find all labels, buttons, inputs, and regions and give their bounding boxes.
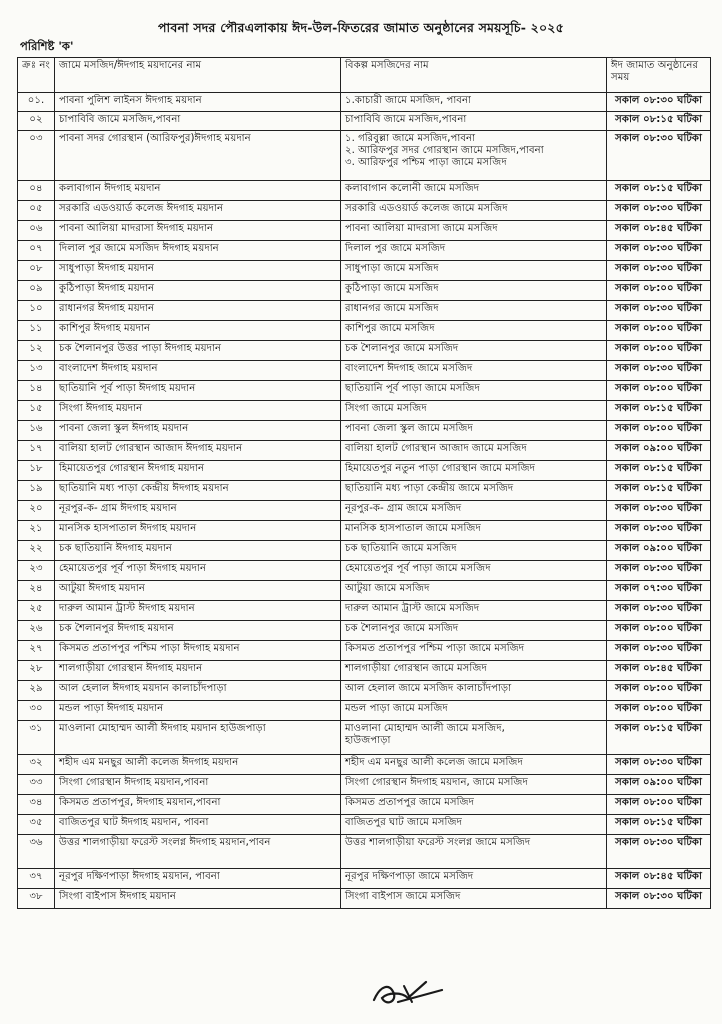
table-row [18,241,711,261]
alternate-mosque-cell [341,481,607,501]
table-row [18,421,711,441]
serial-cell: ২৭ [18,641,55,661]
alternate-mosque-line: শালগাড়ীয়া গোরস্থান জামে মসজিদ [345,663,487,674]
venue-cell: আল হেলাল ঈদগাহ ময়দান কালাচাঁদপাড়া [55,681,341,701]
table-row [18,381,711,401]
alternate-mosque-line: ১. গরিবুল্লা জামে মসজিদ,পাবনা [345,133,476,144]
time-cell: সকাল ০৮:০০ ঘটিকা [607,381,711,401]
time-cell: সকাল ০৮:৩০ ঘটিকা [607,261,711,281]
table-row [18,641,711,661]
serial-cell: ১৮ [18,461,55,481]
annex-label: পরিশিষ্ট 'ক' [20,39,74,53]
table-header-row [18,58,711,93]
header-alternate-mosque: বিকল্প মসজিদের নাম [341,58,607,93]
time-cell: সকাল ০৮:০০ ঘটিকা [607,341,711,361]
alternate-mosque-line: কিসমত প্রতাপপুর পশ্চিম পাড়া জামে মসজিদ [345,643,525,654]
table-row [18,581,711,601]
time-cell: সকাল ০৮:৪৫ ঘটিকা [607,869,711,889]
alternate-mosque-line: ২. আরিফপুর সদর গোরস্থান জামে মসজিদ,পাবনা [345,145,544,156]
venue-cell: ছাতিয়ানি মধ্য পাড়া কেন্দ্রীয় ঈদগাহ ময়দান [55,481,341,501]
serial-cell: ৩২ [18,755,55,775]
serial-cell: ২২ [18,541,55,561]
table-row [18,461,711,481]
alternate-mosque-cell [341,889,607,909]
alternate-mosque-line: হিমায়েতপুর নতুন পাড়া গোরস্থান জামে মসজিদ [345,463,535,474]
time-cell: সকাল ০৮:০০ ঘটিকা [607,795,711,815]
alternate-mosque-line: নূরপুর-ক- গ্রাম জামে মসজিদ [345,503,462,514]
alternate-mosque-cell [341,461,607,481]
venue-cell: সিংগা গোরস্থান ঈদগাহ ময়দান,পাবনা [55,775,341,795]
alternate-mosque-cell [341,131,607,181]
serial-cell: ২৩ [18,561,55,581]
alternate-mosque-cell [341,361,607,381]
table-row [18,561,711,581]
time-cell: সকাল ০৮:০০ ঘটিকা [607,321,711,341]
table-row [18,775,711,795]
venue-cell: দিলাল পুর জামে মসজিদ ঈদগাহ ময়দান [55,241,341,261]
time-cell: সকাল ০৮:৩০ ঘটিকা [607,641,711,661]
alternate-mosque-cell [341,795,607,815]
time-cell: সকাল ০৮:৩০ ঘটিকা [607,93,711,112]
alternate-mosque-line: সরকারি এডওয়ার্ড কলেজ জামে মসজিদ [345,203,508,214]
table-row [18,401,711,421]
serial-cell: ০৫ [18,201,55,221]
table-row [18,601,711,621]
alternate-mosque-line: কাশিপুর জামে মসজিদ [345,323,435,334]
alternate-mosque-cell [341,641,607,661]
alternate-mosque-line: ৩. আরিফপুর পশ্চিম পাড়া জামে মসজিদ [345,157,507,168]
alternate-mosque-cell [341,561,607,581]
alternate-mosque-cell [341,93,607,112]
alternate-mosque-line: পাবনা জেলা স্কুল জামে মসজিদ [345,423,473,434]
table-row [18,93,711,112]
table-row [18,701,711,721]
alternate-mosque-cell [341,775,607,795]
alternate-mosque-cell [341,521,607,541]
serial-cell: ২০ [18,501,55,521]
serial-cell: ২৪ [18,581,55,601]
serial-cell: ০৯ [18,281,55,301]
table-row [18,281,711,301]
alternate-mosque-line: পাবনা আলিয়া মাদরাসা জামে মসজিদ [345,223,498,234]
venue-cell: হেমায়েতপুর পূর্ব পাড়া ঈদগাহ ময়দান [55,561,341,581]
serial-cell: ১০ [18,301,55,321]
serial-cell: ৩৭ [18,869,55,889]
table-row [18,501,711,521]
header-main-venue: জামে মসজিদ/ঈদগাহ ময়দানের নাম [55,58,341,93]
alternate-mosque-line: মাওলানা মোহাম্মদ আলী জামে মসজিদ, [345,723,505,734]
venue-cell: নূরপুর-ক- গ্রাম ঈদগাহ ময়দান [55,501,341,521]
alternate-mosque-line: কুঠিপাড়া জামে মসজিদ [345,283,439,294]
alternate-mosque-line: ছাতিয়ানি মধ্য পাড়া কেন্দ্রীয় জামে মসজিদ [345,483,514,494]
table-row [18,131,711,181]
alternate-mosque-cell [341,755,607,775]
serial-cell: ০৭ [18,241,55,261]
alternate-mosque-line: বাজিতপুর ঘাট জামে মসজিদ [345,817,462,828]
alternate-mosque-line: চক ছাতিয়ানি জামে মসজিদ [345,543,457,554]
table-row [18,201,711,221]
venue-cell: কলাবাগান ঈদগাহ ময়দান [55,181,341,201]
time-cell: সকাল ০৭:৩০ ঘটিকা [607,581,711,601]
alternate-mosque-line: মন্ডল পাড়া জামে মসজিদ [345,703,448,714]
time-cell: সকাল ০৮:১৫ ঘটিকা [607,181,711,201]
alternate-mosque-line: কিসমত প্রতাপপুর জামে মসজিদ [345,797,475,808]
alternate-mosque-cell [341,301,607,321]
venue-cell: নূরপুর দক্ষিণপাড়া ঈদগাহ ময়দান, পাবনা [55,869,341,889]
venue-cell: ছাতিয়ানি পূর্ব পাড়া ঈদগাহ ময়দান [55,381,341,401]
venue-cell: সাধুপাড়া ঈদগাহ ময়দান [55,261,341,281]
table-row [18,541,711,561]
alternate-mosque-cell [341,661,607,681]
table-row [18,301,711,321]
alternate-mosque-line: সাধুপাড়া জামে মসজিদ [345,263,439,274]
serial-cell: ২৮ [18,661,55,681]
time-cell: সকাল ০৮:৩০ ঘটিকা [607,201,711,221]
venue-cell: চক শৈলানপুর ঈদগাহ ময়দান [55,621,341,641]
serial-cell: ১২ [18,341,55,361]
alternate-mosque-cell [341,321,607,341]
alternate-mosque-line: মানসিক হাসপাতাল জামে মসজিদ [345,523,481,534]
time-cell: সকাল ০৮:৪৫ ঘটিকা [607,661,711,681]
table-row [18,481,711,501]
alternate-mosque-cell [341,261,607,281]
table-row [18,621,711,641]
header-jamat-time: ঈদ জামাত অনুষ্ঠানের সময় [607,58,711,93]
serial-cell: ০৮ [18,261,55,281]
table-row [18,721,711,755]
serial-cell: ০৩ [18,131,55,181]
venue-cell: মন্ডল পাড়া ঈদগাহ ময়দান [55,701,341,721]
venue-cell: উত্তর শালগাড়ীয়া ফরেস্ট সংলগ্ন ঈদগাহ ময়দান,পাবন [55,835,341,869]
table-row [18,221,711,241]
alternate-mosque-cell [341,815,607,835]
time-cell: সকাল ০৮:১৫ ঘটিকা [607,461,711,481]
serial-cell: ০৬ [18,221,55,241]
alternate-mosque-cell [341,701,607,721]
table-row [18,361,711,381]
alternate-mosque-line: দিলাল পুর জামে মসজিদ [345,243,446,254]
serial-cell: ১১ [18,321,55,341]
table-row [18,681,711,701]
alternate-mosque-line: আটুয়া জামে মসজিদ [345,583,430,594]
venue-cell: শালগাড়ীয়া গোরস্থান ঈদগাহ ময়দান [55,661,341,681]
serial-cell: ০১. [18,93,55,112]
time-cell: সকাল ০৮:৩০ ঘটিকা [607,601,711,621]
alternate-mosque-line: চক শৈলানপুর জামে মসজিদ [345,623,459,634]
venue-cell: বাজিতপুর ঘাট ঈদগাহ ময়দান, পাবনা [55,815,341,835]
alternate-mosque-line: সিংগা জামে মসজিদ [345,403,427,414]
serial-cell: ০৪ [18,181,55,201]
serial-cell: ১৭ [18,441,55,461]
table-body [18,93,711,909]
venue-cell: পাবনা পুলিশ লাইনস ঈদগাহ ময়দান [55,93,341,112]
alternate-mosque-cell [341,501,607,521]
alternate-mosque-line: সিংগা গোরস্থান ঈদগাহ ময়দান, জামে মসজিদ [345,777,528,788]
alternate-mosque-line: চাপাবিবি জামে মসজিদ,পাবনা [345,114,467,125]
table-row [18,795,711,815]
table-row [18,521,711,541]
header-serial: ক্রঃ নং [18,58,55,93]
time-cell: সকাল ০৮:১৫ ঘটিকা [607,401,711,421]
venue-cell: চক ছাতিয়ানি ঈদগাহ ময়দান [55,541,341,561]
time-cell: সকাল ০৮:৩০ ঘটিকা [607,521,711,541]
schedule-table [17,57,711,909]
venue-cell: মানসিক হাসপাতাল ঈদগাহ ময়দান [55,521,341,541]
serial-cell: ০২ [18,112,55,131]
alternate-mosque-line: দারুল আমান ট্রাস্ট জামে মসজিদ [345,603,480,614]
venue-cell: পাবনা জেলা স্কুল ঈদগাহ ময়দান [55,421,341,441]
table-row [18,661,711,681]
venue-cell: পাবনা সদর গোরস্থান (আরিফপুর)ঈদগাহ ময়দান [55,131,341,181]
alternate-mosque-line: চক শৈলানপুর জামে মসজিদ [345,343,459,354]
venue-cell: কুঠিপাড়া ঈদগাহ ময়দান [55,281,341,301]
time-cell: সকাল ০৮:০০ ঘটিকা [607,701,711,721]
alternate-mosque-cell [341,341,607,361]
time-cell: সকাল ০৮:১৫ ঘটিকা [607,481,711,501]
serial-cell: ২৯ [18,681,55,701]
alternate-mosque-cell [341,381,607,401]
table-row [18,835,711,869]
venue-cell: হিমায়েতপুর গোরস্থান ঈদগাহ ময়দান [55,461,341,481]
venue-cell: কিসমত প্রতাপপুর পশ্চিম পাড়া ঈদগাহ ময়দান [55,641,341,661]
serial-cell: ১৪ [18,381,55,401]
alternate-mosque-cell [341,221,607,241]
alternate-mosque-cell [341,281,607,301]
alternate-mosque-cell [341,869,607,889]
venue-cell: কাশিপুর ঈদগাহ ময়দান [55,321,341,341]
alternate-mosque-cell [341,601,607,621]
alternate-mosque-line: কলাবাগান কলোনী জামে মসজিদ [345,183,480,194]
serial-cell: ১৩ [18,361,55,381]
table-row [18,441,711,461]
alternate-mosque-line: বালিয়া হালট গোরস্থান আজাদ জামে মসজিদ [345,443,527,454]
alternate-mosque-line: সিংগা বাইপাস জামে মসজিদ [345,891,461,902]
venue-cell: চক শৈলানপুর উত্তর পাড়া ঈদগাহ ময়দান [55,341,341,361]
alternate-mosque-line: বাংলাদেশ ঈদগাহ জামে মসজিদ [345,363,473,374]
alternate-mosque-cell [341,441,607,461]
serial-cell: ২৬ [18,621,55,641]
time-cell: সকাল ০৮:৩০ ঘটিকা [607,889,711,909]
venue-cell: পাবনা আলিয়া মাদরাসা ঈদগাহ ময়দান [55,221,341,241]
alternate-mosque-cell [341,181,607,201]
table-row [18,112,711,131]
table-row [18,815,711,835]
serial-cell: ১৯ [18,481,55,501]
alternate-mosque-line: শহীদ এম মনছুর আলী কলেজ জামে মসজিদ [345,757,523,768]
serial-cell: ৩৮ [18,889,55,909]
time-cell: সকাল ০৮:০০ ঘটিকা [607,681,711,701]
alternate-mosque-cell [341,401,607,421]
alternate-mosque-line: ১.কাচারী জামে মসজিদ, পাবনা [345,95,472,106]
venue-cell: শহীদ এম মনছুর আলী কলেজ ঈদগাহ ময়দান [55,755,341,775]
time-cell: সকাল ০৮:৩০ ঘটিকা [607,361,711,381]
time-cell: সকাল ০৮:৩০ ঘটিকা [607,301,711,321]
alternate-mosque-cell [341,621,607,641]
serial-cell: ৩১ [18,721,55,755]
table-row [18,341,711,361]
alternate-mosque-line: নূরপুর দক্ষিণপাড়া জামে মসজিদ [345,871,474,882]
time-cell: সকাল ০৮:৩০ ঘটিকা [607,131,711,181]
serial-cell: ৩৬ [18,835,55,869]
time-cell: সকাল ০৮:৪৫ ঘটিকা [607,221,711,241]
venue-cell: সিংগা ঈদগাহ ময়দান [55,401,341,421]
signature [368,972,448,1012]
serial-cell: ২১ [18,521,55,541]
table-row [18,261,711,281]
time-cell: সকাল ০৮:৩০ ঘটিকা [607,501,711,521]
time-cell: সকাল ০৮:১৫ ঘটিকা [607,815,711,835]
serial-cell: ৩৪ [18,795,55,815]
alternate-mosque-cell [341,241,607,261]
time-cell: সকাল ০৮:৩০ ঘটিকা [607,241,711,261]
table-row [18,869,711,889]
alternate-mosque-cell [341,112,607,131]
time-cell: সকাল ০৮:৩০ ঘটিকা [607,755,711,775]
alternate-mosque-line: হেমায়েতপুর পূর্ব পাড়া জামে মসজিদ [345,563,491,574]
venue-cell: কিসমত প্রতাপপুর, ঈদগাহ ময়দান,পাবনা [55,795,341,815]
alternate-mosque-cell [341,201,607,221]
time-cell: সকাল ০৮:০০ ঘটিকা [607,621,711,641]
serial-cell: ১৫ [18,401,55,421]
alternate-mosque-line: হাউজপাড়া [345,735,391,746]
serial-cell: ১৬ [18,421,55,441]
document-title: পাবনা সদর পৌরএলাকায় ঈদ-উল-ফিতরের জামাত অনুষ্ঠানের সময়সূচি- ২০২৫ [158,20,564,35]
venue-cell: বাংলাদেশ ঈদগাহ ময়দান [55,361,341,381]
alternate-mosque-cell [341,835,607,869]
time-cell: সকাল ০৮:০০ ঘটিকা [607,281,711,301]
table-row [18,321,711,341]
alternate-mosque-cell [341,581,607,601]
time-cell: সকাল ০৮:১৫ ঘটিকা [607,721,711,755]
time-cell: সকাল ০৯:০০ ঘটিকা [607,441,711,461]
venue-cell: সিংগা বাইপাস ঈদগাহ ময়দান [55,889,341,909]
venue-cell: আটুয়া ঈদগাহ ময়দান [55,581,341,601]
table-row [18,181,711,201]
venue-cell: বালিয়া হালট গোরস্থান আজাদ ঈদগাহ ময়দান [55,441,341,461]
alternate-mosque-cell [341,721,607,755]
serial-cell: ৩০ [18,701,55,721]
table-row [18,889,711,909]
serial-cell: ২৫ [18,601,55,621]
time-cell: সকাল ০৮:০০ ঘটিকা [607,421,711,441]
time-cell: সকাল ০৮:৩০ ঘটিকা [607,561,711,581]
serial-cell: ৩৩ [18,775,55,795]
time-cell: সকাল ০৯:০০ ঘটিকা [607,541,711,561]
table-row [18,755,711,775]
alternate-mosque-line: রাধানগর জামে মসজিদ [345,303,439,314]
serial-cell: ৩৫ [18,815,55,835]
alternate-mosque-cell [341,541,607,561]
alternate-mosque-cell [341,681,607,701]
time-cell: সকাল ০৯:০০ ঘটিকা [607,775,711,795]
venue-cell: চাপাবিবি জামে মসজিদ,পাবনা [55,112,341,131]
alternate-mosque-line: আল হেলাল জামে মসজিদ কালাচাঁদপাড়া [345,683,512,694]
venue-cell: রাধানগর ঈদগাহ ময়দান [55,301,341,321]
venue-cell: মাওলানা মোহাম্মদ আলী ঈদগাহ ময়দান হাউজপাড়া [55,721,341,755]
venue-cell: দারুল আমান ট্রাস্ট ঈদগাহ ময়দান [55,601,341,621]
alternate-mosque-line: উত্তর শালগাড়ীয়া ফরেস্ট সংলগ্ন জামে মসজিদ [345,837,531,848]
alternate-mosque-cell [341,421,607,441]
time-cell: সকাল ০৮:১৫ ঘটিকা [607,112,711,131]
time-cell: সকাল ০৮:৩০ ঘটিকা [607,835,711,869]
alternate-mosque-line: ছাতিয়ানি পূর্ব পাড়া জামে মসজিদ [345,383,480,394]
venue-cell: সরকারি এডওয়ার্ড কলেজ ঈদগাহ ময়দান [55,201,341,221]
